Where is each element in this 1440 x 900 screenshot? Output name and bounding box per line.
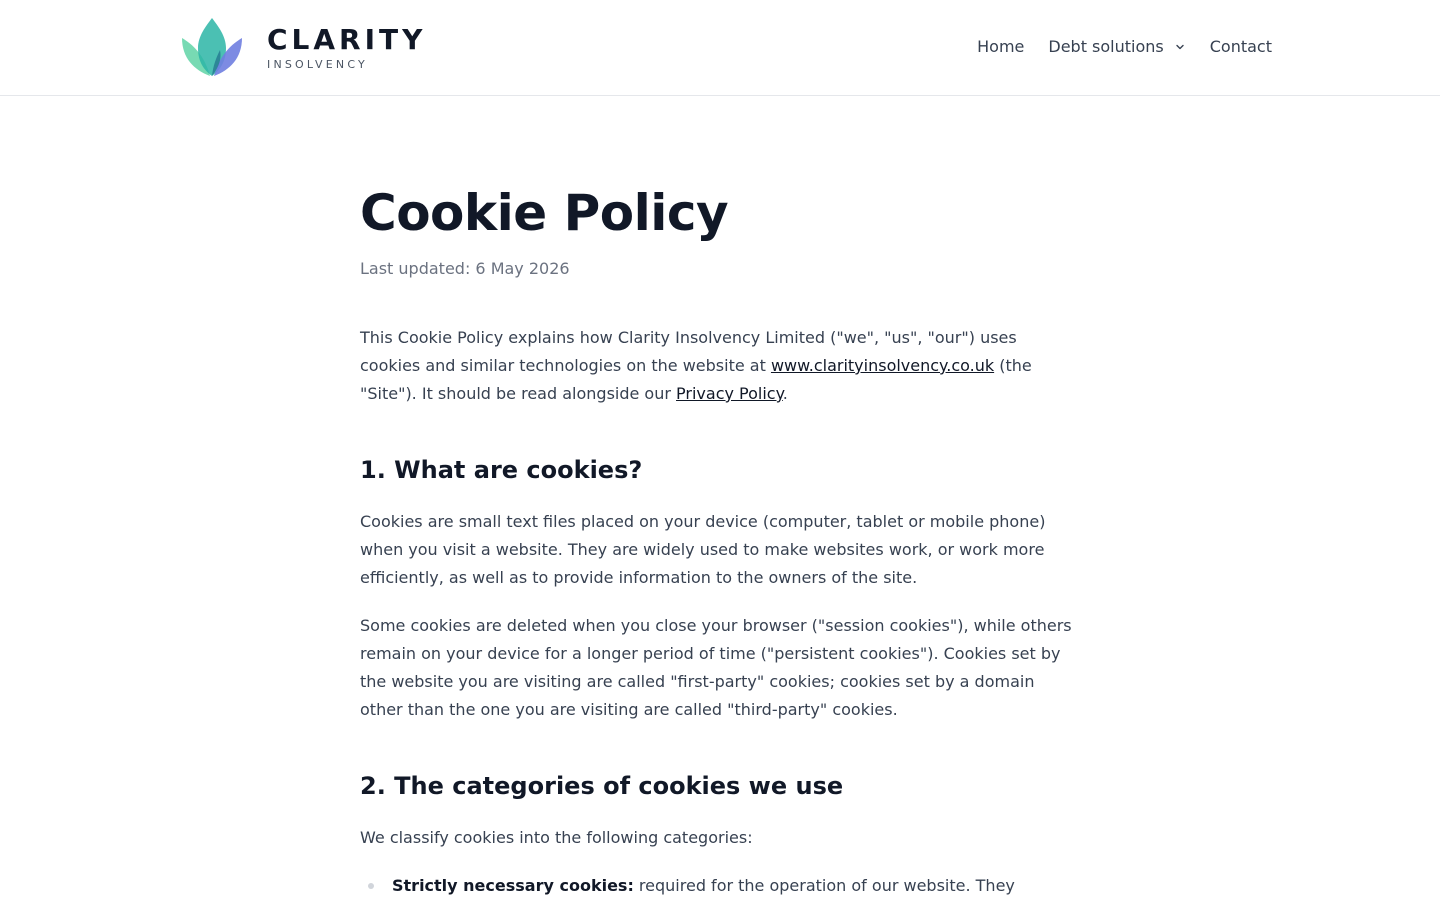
- site-link[interactable]: www.clarityinsolvency.co.uk: [770, 356, 995, 375]
- privacy-policy-link[interactable]: Privacy Policy: [676, 384, 783, 403]
- nav-debt-solutions-label: Debt solutions: [1048, 37, 1164, 56]
- site-header: [0, 0, 1440, 96]
- intro-text-2: (the "Site"). It should be read alongside our: [360, 356, 1032, 403]
- policy-content: [360, 180, 1080, 900]
- list-item-term: Strictly necessary cookies:: [392, 876, 634, 895]
- section-1-paragraph-2: Some cookies are deleted when you close your browser ("session cookies"), while others remain on your device for a longer period of time ("persistent cookies"). Cookies set by the website you are visiting are called "first-party" cookies; cookies set by a domain other than the one you are visiting are called "third-party" cookies.: [360, 616, 1072, 719]
- intro-text-1: This Cookie Policy explains how Clarity Insolvency Limited ("we", "us", "our") uses cookies and similar technologies on the website at: [360, 328, 1017, 375]
- nav-home[interactable]: [977, 36, 1024, 58]
- intro-paragraph: [360, 324, 1080, 408]
- page-title: Cookie Policy: [360, 184, 729, 242]
- list-item: [360, 872, 1080, 900]
- nav-home-label: Home: [977, 37, 1025, 56]
- section-heading-categories: 2. The categories of cookies we use: [360, 772, 844, 800]
- nav-contact[interactable]: [1210, 36, 1272, 58]
- nav-debt-solutions[interactable]: [1048, 36, 1185, 58]
- lotus-logo-icon: [180, 18, 244, 78]
- list-item-text: required for the operation of our website. They: [633, 876, 1015, 895]
- bullet-icon: [368, 883, 374, 889]
- chevron-down-icon: [1174, 41, 1186, 53]
- last-updated: Last updated: 6 May 2026: [360, 259, 570, 278]
- nav-contact-label: Contact: [1209, 37, 1272, 56]
- section-heading-what-are-cookies: 1. What are cookies?: [360, 456, 643, 484]
- section-1-paragraph-1: Cookies are small text files placed on your device (computer, tablet or mobile phone) when you visit a website. They are widely used to make websites work, or work more efficiently, as well as to provide information to the owners of the site.: [360, 512, 1046, 587]
- brand-name: CLARITY: [267, 23, 427, 56]
- brand-tagline: INSOLVENCY: [267, 58, 368, 71]
- cookie-categories-list: [360, 872, 1080, 900]
- section-2-paragraph-1: We classify cookies into the following categories:: [360, 828, 753, 847]
- main-nav: [977, 36, 1272, 58]
- logo[interactable]: [180, 18, 426, 78]
- intro-text-3: .: [782, 384, 788, 403]
